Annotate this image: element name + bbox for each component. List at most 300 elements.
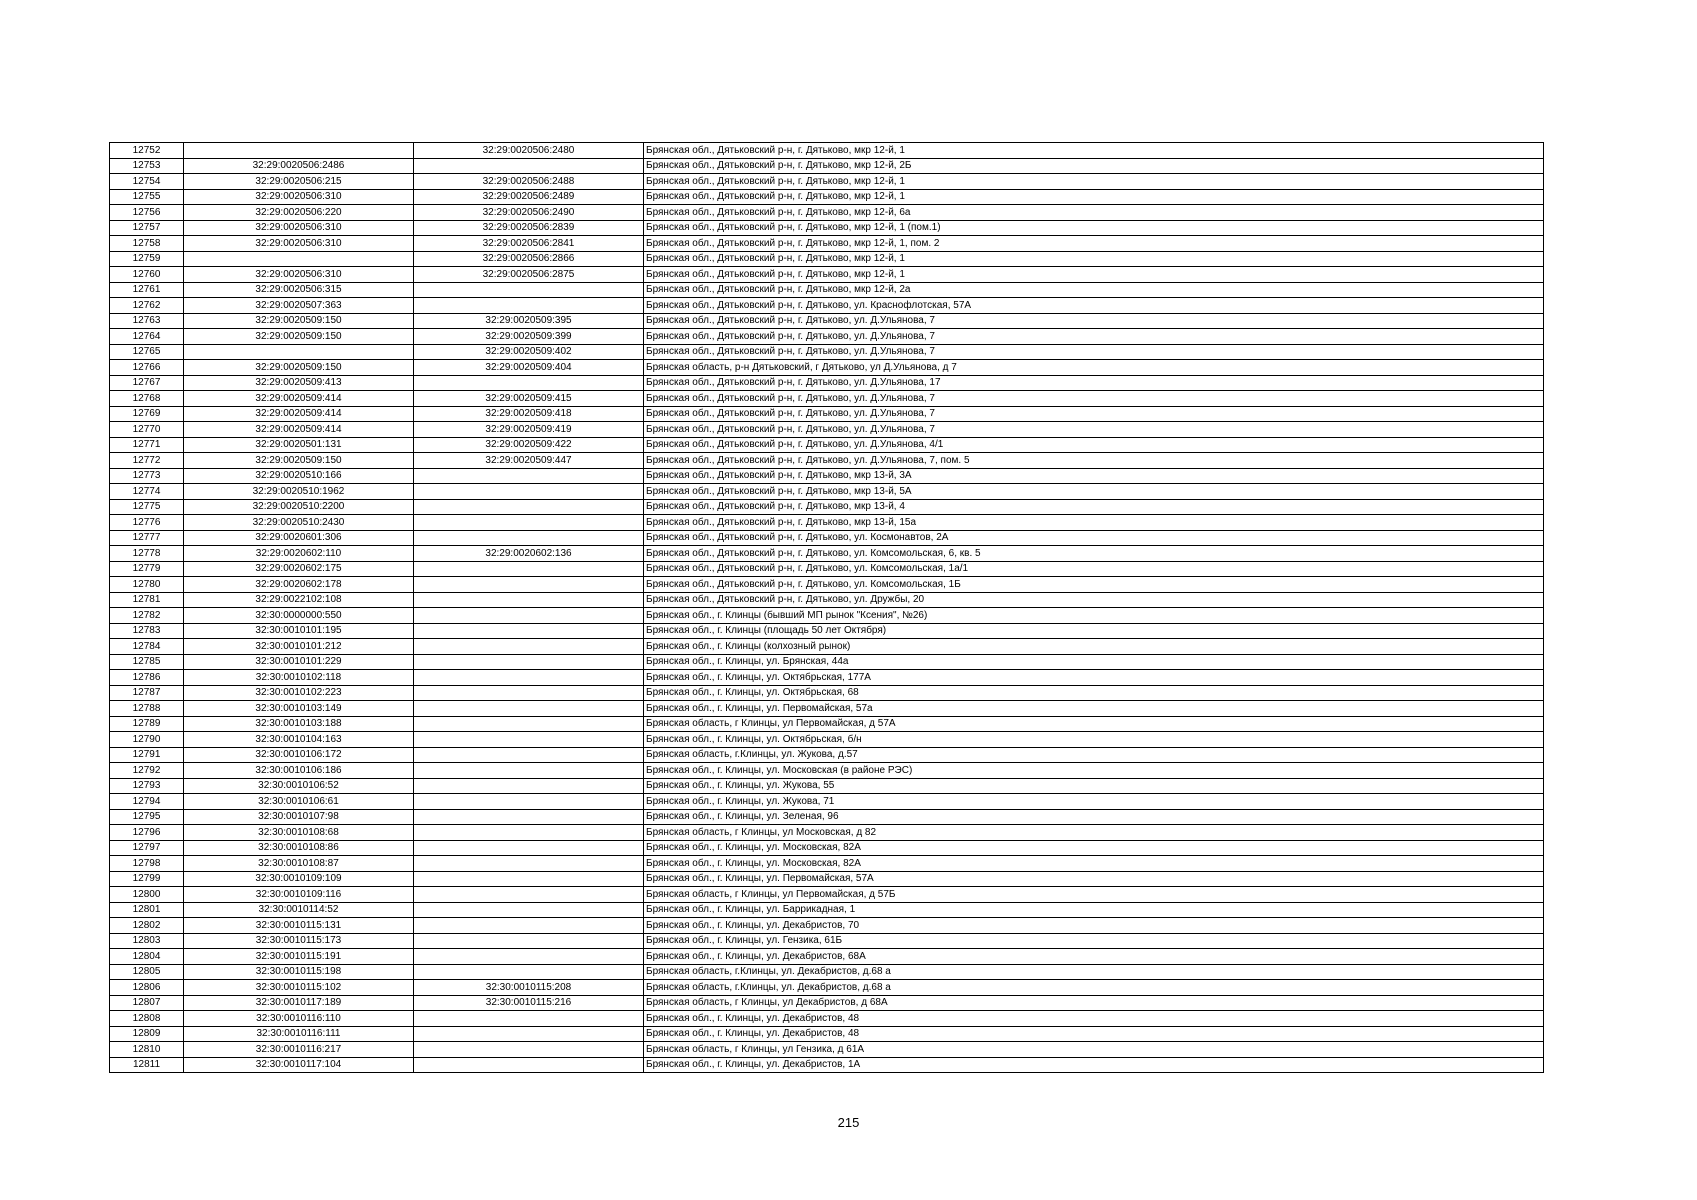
address-cell: Брянская обл., г. Клинцы, ул. Первомайская, 57а	[644, 701, 1544, 717]
row-number-cell: 12778	[110, 546, 184, 562]
object-cadastral-number-cell	[414, 933, 644, 949]
address-cell: Брянская обл., г. Клинцы, ул. Жукова, 71	[644, 794, 1544, 810]
land-cadastral-number-cell: 32:30:0010106:52	[184, 778, 414, 794]
row-number-cell: 12770	[110, 422, 184, 438]
table-row	[110, 375, 1544, 391]
object-cadastral-number-cell	[414, 1042, 644, 1058]
row-number-cell: 12779	[110, 561, 184, 577]
address-cell: Брянская обл., г. Клинцы, ул. Декабристов, 48	[644, 1011, 1544, 1027]
row-number-cell: 12757	[110, 220, 184, 236]
object-cadastral-number-cell	[414, 732, 644, 748]
address-cell: Брянская обл., г. Клинцы, ул. Московская (в районе РЭС)	[644, 763, 1544, 779]
land-cadastral-number-cell: 32:29:0020509:413	[184, 375, 414, 391]
object-cadastral-number-cell	[414, 840, 644, 856]
table-row	[110, 422, 1544, 438]
table-row	[110, 174, 1544, 190]
table-row	[110, 794, 1544, 810]
object-cadastral-number-cell	[414, 577, 644, 593]
land-cadastral-number-cell: 32:30:0010106:61	[184, 794, 414, 810]
table-row	[110, 949, 1544, 965]
table-row	[110, 995, 1544, 1011]
object-cadastral-number-cell	[414, 623, 644, 639]
table-row	[110, 484, 1544, 500]
land-cadastral-number-cell: 32:30:0010108:68	[184, 825, 414, 841]
object-cadastral-number-cell: 32:29:0020509:395	[414, 313, 644, 329]
row-number-cell: 12781	[110, 592, 184, 608]
row-number-cell: 12782	[110, 608, 184, 624]
table-row	[110, 701, 1544, 717]
object-cadastral-number-cell: 32:29:0020602:136	[414, 546, 644, 562]
land-cadastral-number-cell: 32:29:0020510:2430	[184, 515, 414, 531]
table-row	[110, 530, 1544, 546]
address-cell: Брянская обл., Дятьковский р-н, г. Дятьково, ул. Д.Ульянова, 7	[644, 422, 1544, 438]
address-cell: Брянская обл., г. Клинцы (площадь 50 лет Октября)	[644, 623, 1544, 639]
table-row	[110, 1011, 1544, 1027]
land-cadastral-number-cell: 32:29:0020601:306	[184, 530, 414, 546]
address-cell: Брянская область, г Клинцы, ул Декабристов, д 68А	[644, 995, 1544, 1011]
land-cadastral-number-cell: 32:29:0020510:166	[184, 468, 414, 484]
address-cell: Брянская обл., Дятьковский р-н, г. Дятьково, ул. Д.Ульянова, 7	[644, 344, 1544, 360]
cadastral-table	[109, 142, 1544, 1073]
object-cadastral-number-cell	[414, 530, 644, 546]
row-number-cell: 12775	[110, 499, 184, 515]
address-cell: Брянская обл., г. Клинцы, ул. Октябрьская, 177А	[644, 670, 1544, 686]
address-cell: Брянская обл., Дятьковский р-н, г. Дятьково, ул. Д.Ульянова, 7	[644, 406, 1544, 422]
row-number-cell: 12785	[110, 654, 184, 670]
table-row	[110, 189, 1544, 205]
row-number-cell: 12761	[110, 282, 184, 298]
table-row	[110, 1057, 1544, 1073]
object-cadastral-number-cell	[414, 499, 644, 515]
table-row	[110, 577, 1544, 593]
land-cadastral-number-cell: 32:29:0020509:414	[184, 391, 414, 407]
table-row	[110, 654, 1544, 670]
row-number-cell: 12780	[110, 577, 184, 593]
address-cell: Брянская обл., Дятьковский р-н, г. Дятьково, мкр 12-й, 1	[644, 251, 1544, 267]
table-row	[110, 329, 1544, 345]
land-cadastral-number-cell: 32:30:0010101:229	[184, 654, 414, 670]
table-row	[110, 825, 1544, 841]
address-cell: Брянская обл., Дятьковский р-н, г. Дятьково, мкр 12-й, 2а	[644, 282, 1544, 298]
land-cadastral-number-cell: 32:29:0020509:414	[184, 406, 414, 422]
land-cadastral-number-cell: 32:29:0020602:110	[184, 546, 414, 562]
object-cadastral-number-cell: 32:29:0020506:2841	[414, 236, 644, 252]
address-cell: Брянская обл., Дятьковский р-н, г. Дятьково, ул. Д.Ульянова, 4/1	[644, 437, 1544, 453]
object-cadastral-number-cell	[414, 639, 644, 655]
object-cadastral-number-cell	[414, 809, 644, 825]
row-number-cell: 12807	[110, 995, 184, 1011]
land-cadastral-number-cell: 32:29:0020506:2486	[184, 158, 414, 174]
table-row	[110, 298, 1544, 314]
object-cadastral-number-cell: 32:29:0020506:2875	[414, 267, 644, 283]
row-number-cell: 12783	[110, 623, 184, 639]
object-cadastral-number-cell	[414, 158, 644, 174]
object-cadastral-number-cell	[414, 608, 644, 624]
land-cadastral-number-cell: 32:30:0010115:198	[184, 964, 414, 980]
land-cadastral-number-cell: 32:30:0010108:87	[184, 856, 414, 872]
object-cadastral-number-cell: 32:29:0020509:419	[414, 422, 644, 438]
land-cadastral-number-cell: 32:29:0020509:150	[184, 313, 414, 329]
row-number-cell: 12808	[110, 1011, 184, 1027]
land-cadastral-number-cell: 32:30:0010102:118	[184, 670, 414, 686]
table-row	[110, 468, 1544, 484]
land-cadastral-number-cell: 32:29:0020510:1962	[184, 484, 414, 500]
table-row	[110, 282, 1544, 298]
row-number-cell: 12788	[110, 701, 184, 717]
land-cadastral-number-cell: 32:30:0010103:188	[184, 716, 414, 732]
object-cadastral-number-cell	[414, 871, 644, 887]
land-cadastral-number-cell: 32:29:0020506:310	[184, 236, 414, 252]
object-cadastral-number-cell	[414, 685, 644, 701]
table-row	[110, 360, 1544, 376]
land-cadastral-number-cell: 32:30:0010115:191	[184, 949, 414, 965]
address-cell: Брянская обл., Дятьковский р-н, г. Дятьково, ул. Комсомольская, 1Б	[644, 577, 1544, 593]
land-cadastral-number-cell: 32:29:0020509:414	[184, 422, 414, 438]
address-cell: Брянская обл., Дятьковский р-н, г. Дятьково, ул. Комсомольская, 6, кв. 5	[644, 546, 1544, 562]
object-cadastral-number-cell	[414, 763, 644, 779]
address-cell: Брянская обл., Дятьковский р-н, г. Дятьково, ул. Д.Ульянова, 7, пом. 5	[644, 453, 1544, 469]
object-cadastral-number-cell: 32:29:0020509:415	[414, 391, 644, 407]
object-cadastral-number-cell: 32:29:0020506:2490	[414, 205, 644, 221]
table-row	[110, 158, 1544, 174]
table-row	[110, 840, 1544, 856]
address-cell: Брянская обл., Дятьковский р-н, г. Дятьково, мкр 13-й, 5А	[644, 484, 1544, 500]
row-number-cell: 12763	[110, 313, 184, 329]
table-row	[110, 1026, 1544, 1042]
row-number-cell: 12772	[110, 453, 184, 469]
address-cell: Брянская обл., Дятьковский р-н, г. Дятьково, мкр 12-й, 1	[644, 174, 1544, 190]
object-cadastral-number-cell	[414, 561, 644, 577]
table-row	[110, 747, 1544, 763]
object-cadastral-number-cell	[414, 825, 644, 841]
land-cadastral-number-cell: 32:30:0010101:212	[184, 639, 414, 655]
land-cadastral-number-cell: 32:29:0020501:131	[184, 437, 414, 453]
table-row	[110, 546, 1544, 562]
row-number-cell: 12767	[110, 375, 184, 391]
address-cell: Брянская область, г.Клинцы, ул. Декабристов, д.68 а	[644, 980, 1544, 996]
object-cadastral-number-cell: 32:29:0020509:447	[414, 453, 644, 469]
object-cadastral-number-cell: 32:30:0010115:216	[414, 995, 644, 1011]
land-cadastral-number-cell: 32:30:0010106:172	[184, 747, 414, 763]
land-cadastral-number-cell: 32:30:0010104:163	[184, 732, 414, 748]
table-row	[110, 623, 1544, 639]
row-number-cell: 12810	[110, 1042, 184, 1058]
land-cadastral-number-cell: 32:30:0010116:111	[184, 1026, 414, 1042]
table-row	[110, 499, 1544, 515]
address-cell: Брянская обл., Дятьковский р-н, г. Дятьково, мкр 12-й, 1 (пом.1)	[644, 220, 1544, 236]
row-number-cell: 12762	[110, 298, 184, 314]
object-cadastral-number-cell	[414, 670, 644, 686]
address-cell: Брянская обл., Дятьковский р-н, г. Дятьково, мкр 12-й, 1, пом. 2	[644, 236, 1544, 252]
row-number-cell: 12756	[110, 205, 184, 221]
table-row	[110, 592, 1544, 608]
object-cadastral-number-cell: 32:30:0010115:208	[414, 980, 644, 996]
table-row	[110, 391, 1544, 407]
table-row	[110, 561, 1544, 577]
table-row	[110, 267, 1544, 283]
address-cell: Брянская область, г Клинцы, ул Московская, д 82	[644, 825, 1544, 841]
row-number-cell: 12771	[110, 437, 184, 453]
land-cadastral-number-cell: 32:29:0020506:220	[184, 205, 414, 221]
row-number-cell: 12804	[110, 949, 184, 965]
object-cadastral-number-cell: 32:29:0020509:402	[414, 344, 644, 360]
object-cadastral-number-cell	[414, 484, 644, 500]
address-cell: Брянская обл., Дятьковский р-н, г. Дятьково, ул. Д.Ульянова, 7	[644, 329, 1544, 345]
object-cadastral-number-cell: 32:29:0020506:2480	[414, 143, 644, 159]
object-cadastral-number-cell	[414, 1057, 644, 1073]
object-cadastral-number-cell	[414, 856, 644, 872]
address-cell: Брянская обл., Дятьковский р-н, г. Дятьково, мкр 12-й, 2Б	[644, 158, 1544, 174]
address-cell: Брянская обл., г. Клинцы, ул. Жукова, 55	[644, 778, 1544, 794]
address-cell: Брянская обл., г. Клинцы, ул. Московская, 82А	[644, 856, 1544, 872]
table-row	[110, 732, 1544, 748]
row-number-cell: 12796	[110, 825, 184, 841]
address-cell: Брянская обл., г. Клинцы, ул. Зеленая, 96	[644, 809, 1544, 825]
object-cadastral-number-cell	[414, 964, 644, 980]
row-number-cell: 12769	[110, 406, 184, 422]
row-number-cell: 12802	[110, 918, 184, 934]
table-row	[110, 143, 1544, 159]
row-number-cell: 12766	[110, 360, 184, 376]
land-cadastral-number-cell: 32:30:0010109:109	[184, 871, 414, 887]
land-cadastral-number-cell	[184, 344, 414, 360]
row-number-cell: 12794	[110, 794, 184, 810]
land-cadastral-number-cell: 32:30:0010107:98	[184, 809, 414, 825]
land-cadastral-number-cell: 32:30:0010103:149	[184, 701, 414, 717]
row-number-cell: 12790	[110, 732, 184, 748]
row-number-cell: 12755	[110, 189, 184, 205]
object-cadastral-number-cell: 32:29:0020506:2489	[414, 189, 644, 205]
row-number-cell: 12801	[110, 902, 184, 918]
address-cell: Брянская обл., Дятьковский р-н, г. Дятьково, мкр 12-й, 6а	[644, 205, 1544, 221]
address-cell: Брянская область, р-н Дятьковский, г Дятьково, ул Д.Ульянова, д 7	[644, 360, 1544, 376]
land-cadastral-number-cell: 32:30:0010108:86	[184, 840, 414, 856]
address-cell: Брянская обл., Дятьковский р-н, г. Дятьково, ул. Д.Ульянова, 17	[644, 375, 1544, 391]
land-cadastral-number-cell: 32:29:0020602:178	[184, 577, 414, 593]
land-cadastral-number-cell: 32:30:0010102:223	[184, 685, 414, 701]
address-cell: Брянская обл., г. Клинцы, ул. Декабристов, 68А	[644, 949, 1544, 965]
address-cell: Брянская обл., Дятьковский р-н, г. Дятьково, ул. Д.Ульянова, 7	[644, 313, 1544, 329]
address-cell: Брянская обл., Дятьковский р-н, г. Дятьково, ул. Д.Ульянова, 7	[644, 391, 1544, 407]
table-row	[110, 902, 1544, 918]
object-cadastral-number-cell	[414, 468, 644, 484]
row-number-cell: 12760	[110, 267, 184, 283]
address-cell: Брянская область, г.Клинцы, ул. Декабристов, д.68 а	[644, 964, 1544, 980]
land-cadastral-number-cell: 32:30:0010117:104	[184, 1057, 414, 1073]
address-cell: Брянская обл., Дятьковский р-н, г. Дятьково, мкр 12-й, 1	[644, 143, 1544, 159]
table-row	[110, 685, 1544, 701]
address-cell: Брянская обл., Дятьковский р-н, г. Дятьково, мкр 13-й, 15а	[644, 515, 1544, 531]
object-cadastral-number-cell	[414, 592, 644, 608]
address-cell: Брянская обл., г. Клинцы, ул. Декабристов, 70	[644, 918, 1544, 934]
land-cadastral-number-cell: 32:30:0010106:186	[184, 763, 414, 779]
object-cadastral-number-cell	[414, 1011, 644, 1027]
table-row	[110, 871, 1544, 887]
table-row	[110, 856, 1544, 872]
table-row	[110, 670, 1544, 686]
address-cell: Брянская обл., г. Клинцы, ул. Октябрьская, 68	[644, 685, 1544, 701]
table-row	[110, 1042, 1544, 1058]
address-cell: Брянская обл., г. Клинцы, ул. Первомайская, 57А	[644, 871, 1544, 887]
address-cell: Брянская обл., г. Клинцы, ул. Декабристов, 1А	[644, 1057, 1544, 1073]
row-number-cell: 12809	[110, 1026, 184, 1042]
object-cadastral-number-cell	[414, 515, 644, 531]
land-cadastral-number-cell: 32:30:0010117:189	[184, 995, 414, 1011]
table-row	[110, 887, 1544, 903]
address-cell: Брянская обл., г. Клинцы, ул. Московская, 82А	[644, 840, 1544, 856]
table-row	[110, 933, 1544, 949]
land-cadastral-number-cell	[184, 251, 414, 267]
row-number-cell: 12789	[110, 716, 184, 732]
table-row	[110, 251, 1544, 267]
address-cell: Брянская обл., Дятьковский р-н, г. Дятьково, ул. Космонавтов, 2А	[644, 530, 1544, 546]
table-row	[110, 918, 1544, 934]
row-number-cell: 12758	[110, 236, 184, 252]
row-number-cell: 12774	[110, 484, 184, 500]
table-body	[110, 143, 1544, 1073]
address-cell: Брянская область, г.Клинцы, ул. Жукова, д.57	[644, 747, 1544, 763]
table-row	[110, 809, 1544, 825]
row-number-cell: 12811	[110, 1057, 184, 1073]
table-row	[110, 406, 1544, 422]
row-number-cell: 12797	[110, 840, 184, 856]
address-cell: Брянская обл., Дятьковский р-н, г. Дятьково, мкр 12-й, 1	[644, 189, 1544, 205]
land-cadastral-number-cell: 32:30:0010115:131	[184, 918, 414, 934]
row-number-cell: 12787	[110, 685, 184, 701]
object-cadastral-number-cell	[414, 887, 644, 903]
land-cadastral-number-cell: 32:29:0020510:2200	[184, 499, 414, 515]
object-cadastral-number-cell	[414, 375, 644, 391]
address-cell: Брянская обл., Дятьковский р-н, г. Дятьково, мкр 13-й, 3А	[644, 468, 1544, 484]
object-cadastral-number-cell: 32:29:0020506:2839	[414, 220, 644, 236]
object-cadastral-number-cell: 32:29:0020506:2866	[414, 251, 644, 267]
row-number-cell: 12799	[110, 871, 184, 887]
table-row	[110, 716, 1544, 732]
row-number-cell: 12805	[110, 964, 184, 980]
table-row	[110, 964, 1544, 980]
row-number-cell: 12798	[110, 856, 184, 872]
land-cadastral-number-cell: 32:29:0020506:310	[184, 189, 414, 205]
object-cadastral-number-cell	[414, 949, 644, 965]
land-cadastral-number-cell: 32:30:0010109:116	[184, 887, 414, 903]
land-cadastral-number-cell: 32:29:0020509:150	[184, 360, 414, 376]
row-number-cell: 12768	[110, 391, 184, 407]
row-number-cell: 12754	[110, 174, 184, 190]
land-cadastral-number-cell: 32:29:0020506:310	[184, 220, 414, 236]
row-number-cell: 12793	[110, 778, 184, 794]
address-cell: Брянская обл., г. Клинцы (бывший МП рынок "Ксения", №26)	[644, 608, 1544, 624]
table-row	[110, 220, 1544, 236]
land-cadastral-number-cell: 32:29:0020506:315	[184, 282, 414, 298]
row-number-cell: 12752	[110, 143, 184, 159]
land-cadastral-number-cell: 32:30:0010115:173	[184, 933, 414, 949]
object-cadastral-number-cell	[414, 701, 644, 717]
address-cell: Брянская область, г Клинцы, ул Первомайская, д 57Б	[644, 887, 1544, 903]
land-cadastral-number-cell: 32:30:0010114:52	[184, 902, 414, 918]
address-cell: Брянская обл., г. Клинцы (колхозный рынок)	[644, 639, 1544, 655]
table-row	[110, 236, 1544, 252]
address-cell: Брянская обл., Дятьковский р-н, г. Дятьково, ул. Комсомольская, 1а/1	[644, 561, 1544, 577]
row-number-cell: 12800	[110, 887, 184, 903]
land-cadastral-number-cell: 32:30:0010116:110	[184, 1011, 414, 1027]
row-number-cell: 12759	[110, 251, 184, 267]
land-cadastral-number-cell: 32:30:0010115:102	[184, 980, 414, 996]
table-row	[110, 313, 1544, 329]
row-number-cell: 12776	[110, 515, 184, 531]
row-number-cell: 12795	[110, 809, 184, 825]
object-cadastral-number-cell: 32:29:0020509:422	[414, 437, 644, 453]
address-cell: Брянская обл., г. Клинцы, ул. Декабристов, 48	[644, 1026, 1544, 1042]
address-cell: Брянская обл., Дятьковский р-н, г. Дятьково, мкр 13-й, 4	[644, 499, 1544, 515]
object-cadastral-number-cell: 32:29:0020509:418	[414, 406, 644, 422]
object-cadastral-number-cell	[414, 747, 644, 763]
object-cadastral-number-cell	[414, 902, 644, 918]
address-cell: Брянская обл., г. Клинцы, ул. Октябрьская, б/н	[644, 732, 1544, 748]
table-row	[110, 453, 1544, 469]
table-row	[110, 437, 1544, 453]
row-number-cell: 12792	[110, 763, 184, 779]
land-cadastral-number-cell: 32:30:0010101:195	[184, 623, 414, 639]
object-cadastral-number-cell	[414, 654, 644, 670]
row-number-cell: 12753	[110, 158, 184, 174]
land-cadastral-number-cell: 32:29:0020602:175	[184, 561, 414, 577]
object-cadastral-number-cell: 32:29:0020506:2488	[414, 174, 644, 190]
address-cell: Брянская обл., Дятьковский р-н, г. Дятьково, ул. Краснофлотская, 57А	[644, 298, 1544, 314]
land-cadastral-number-cell: 32:29:0020509:150	[184, 453, 414, 469]
land-cadastral-number-cell: 32:29:0020509:150	[184, 329, 414, 345]
table-row	[110, 515, 1544, 531]
address-cell: Брянская обл., г. Клинцы, ул. Баррикадная, 1	[644, 902, 1544, 918]
land-cadastral-number-cell	[184, 143, 414, 159]
object-cadastral-number-cell: 32:29:0020509:404	[414, 360, 644, 376]
object-cadastral-number-cell	[414, 298, 644, 314]
land-cadastral-number-cell: 32:30:0000000:550	[184, 608, 414, 624]
table-row	[110, 344, 1544, 360]
row-number-cell: 12786	[110, 670, 184, 686]
land-cadastral-number-cell: 32:30:0010116:217	[184, 1042, 414, 1058]
table-row	[110, 778, 1544, 794]
row-number-cell: 12806	[110, 980, 184, 996]
address-cell: Брянская обл., г. Клинцы, ул. Гензика, 61Б	[644, 933, 1544, 949]
row-number-cell: 12764	[110, 329, 184, 345]
row-number-cell: 12777	[110, 530, 184, 546]
page-number: 215	[837, 1115, 860, 1130]
object-cadastral-number-cell: 32:29:0020509:399	[414, 329, 644, 345]
row-number-cell: 12784	[110, 639, 184, 655]
object-cadastral-number-cell	[414, 794, 644, 810]
address-cell: Брянская обл., Дятьковский р-н, г. Дятьково, мкр 12-й, 1	[644, 267, 1544, 283]
table-row	[110, 205, 1544, 221]
object-cadastral-number-cell	[414, 1026, 644, 1042]
land-cadastral-number-cell: 32:29:0020506:310	[184, 267, 414, 283]
address-cell: Брянская область, г Клинцы, ул Гензика, д 61А	[644, 1042, 1544, 1058]
object-cadastral-number-cell	[414, 716, 644, 732]
land-cadastral-number-cell: 32:29:0022102:108	[184, 592, 414, 608]
object-cadastral-number-cell	[414, 282, 644, 298]
object-cadastral-number-cell	[414, 918, 644, 934]
row-number-cell: 12791	[110, 747, 184, 763]
address-cell: Брянская область, г Клинцы, ул Первомайская, д 57А	[644, 716, 1544, 732]
row-number-cell: 12765	[110, 344, 184, 360]
table-row	[110, 763, 1544, 779]
row-number-cell: 12803	[110, 933, 184, 949]
table-row	[110, 639, 1544, 655]
table-row	[110, 980, 1544, 996]
land-cadastral-number-cell: 32:29:0020506:215	[184, 174, 414, 190]
object-cadastral-number-cell	[414, 778, 644, 794]
row-number-cell: 12773	[110, 468, 184, 484]
table-row	[110, 608, 1544, 624]
